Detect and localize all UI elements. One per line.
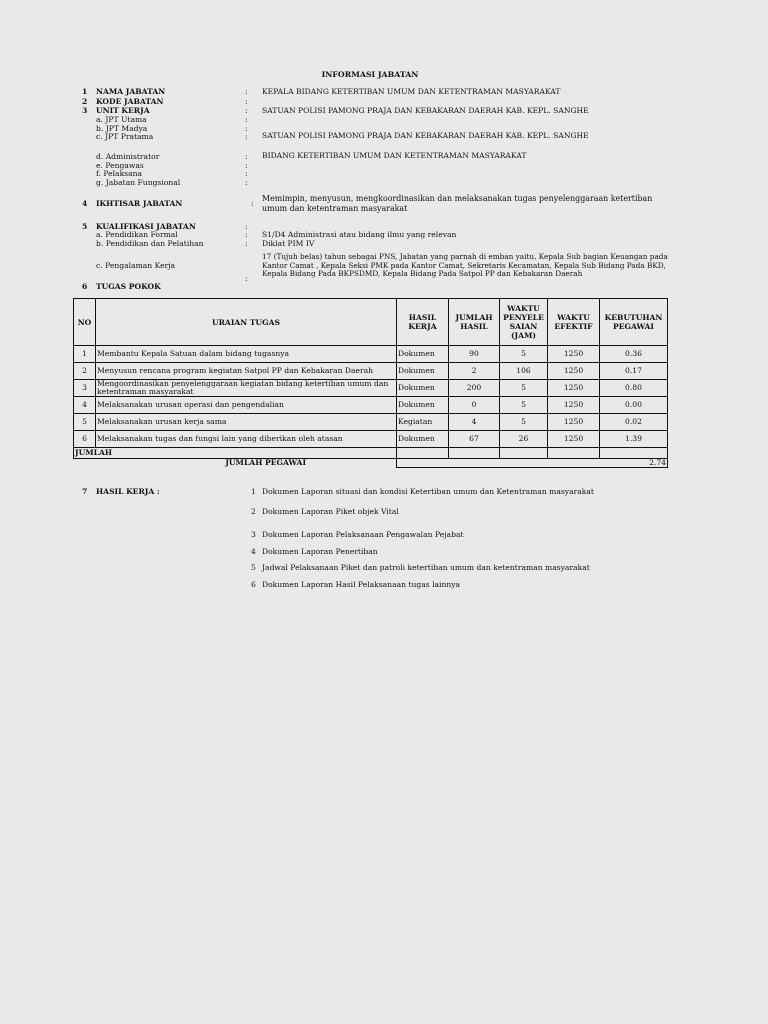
cell-uraian: Melaksanakan tugas dan fungsi lain yang diberikan oleh atasan xyxy=(96,431,397,448)
field-label: e. Pengawas xyxy=(96,161,144,170)
table-row xyxy=(74,414,668,431)
hasil-item-text: Dokumen Laporan Pelaksanaan Pengawalan Pejabat xyxy=(262,530,464,539)
field-label: UNIT KERJA xyxy=(96,106,150,115)
cell-no: 5 xyxy=(74,414,96,431)
cell-uraian: Mengoordinasikan penyelenggaraan kegiatan bidang ketertiban umum dan ketentraman masyarakat xyxy=(96,380,397,397)
cell-no: 4 xyxy=(74,397,96,414)
table-header: WAKTU EFEKTIF xyxy=(548,299,600,346)
cell-jumlah: 4 xyxy=(449,414,500,431)
hasil-item-text: Dokumen Laporan Penertiban xyxy=(262,547,378,556)
cell-hasil: Dokumen xyxy=(397,346,449,363)
table-header: KEBUTUHAN PEGAWAI xyxy=(600,299,668,346)
pengalaman-label: c. Pengalaman Kerja xyxy=(96,261,176,270)
cell-jumlah: 0 xyxy=(449,397,500,414)
table-row xyxy=(74,380,668,397)
jumlah-pegawai-label: JUMLAH PEGAWAI xyxy=(225,458,306,468)
field-value: SATUAN POLISI PAMONG PRAJA DAN KEBAKARAN DAERAH KAB. KEPL. SANGHE xyxy=(262,131,589,140)
cell-uraian: Menyusun rencana program kegiatan Satpol PP dan Kebakaran Daerah xyxy=(96,363,397,380)
field-label: c. JPT Pratama xyxy=(96,132,154,141)
field-num: 1 xyxy=(82,87,88,96)
cell-uraian: Membantu Kepala Satuan dalam bidang tugasnya xyxy=(96,346,397,363)
hasil-item-num: 2 xyxy=(251,507,256,516)
cell-waktu-penyelesaian: 106 xyxy=(500,363,548,380)
jumlah-row xyxy=(74,448,668,459)
ikhtisar-num: 4 xyxy=(82,199,88,208)
pelatihan-colon: : xyxy=(245,239,248,248)
field-label: KODE JABATAN xyxy=(96,97,164,106)
cell-kebutuhan: 0.02 xyxy=(600,414,668,431)
cell-waktu-efektif: 1250 xyxy=(548,363,600,380)
kualifikasi-num: 5 xyxy=(82,222,88,231)
cell-no: 2 xyxy=(74,363,96,380)
cell-hasil: Kegiatan xyxy=(397,414,449,431)
jumlah-cell xyxy=(397,448,449,459)
table-row xyxy=(74,397,668,414)
cell-jumlah: 67 xyxy=(449,431,500,448)
field-label: d. Administrator xyxy=(96,152,160,161)
jumlah-cell xyxy=(500,448,548,459)
cell-kebutuhan: 0.80 xyxy=(600,380,668,397)
cell-waktu-penyelesaian: 5 xyxy=(500,346,548,363)
table-header: HASIL KERJA xyxy=(397,299,449,346)
cell-waktu-efektif: 1250 xyxy=(548,431,600,448)
field-colon: : xyxy=(245,87,248,96)
table-header: WAKTU PENYELE SAIAN (JAM) xyxy=(500,299,548,346)
jumlah-cell xyxy=(548,448,600,459)
field-colon: : xyxy=(245,152,248,161)
table-header: NO xyxy=(74,299,96,346)
pengalaman-value: 17 (Tujuh belas) tahun sebagai PNS, Jabatan yang parnah di emban yaitu, Kepala Sub bagian Keuangan pada Kantor Camat , Kepala Seksi PMK pada Kantor Camat, Sekretaris Kecamatan, Kepala Sub Bidang Pada BKD, Kepala Bidang Pada BKPSDMD, Kepala Bidang Pada Satpol PP dan Kebakaran Daerah xyxy=(262,252,668,278)
table-header: URAIAN TUGAS xyxy=(96,299,397,346)
kualifikasi-label: KUALIFIKASI JABATAN xyxy=(96,222,196,231)
cell-kebutuhan: 0.00 xyxy=(600,397,668,414)
cell-waktu-penyelesaian: 5 xyxy=(500,397,548,414)
cell-kebutuhan: 1.39 xyxy=(600,431,668,448)
cell-waktu-penyelesaian: 26 xyxy=(500,431,548,448)
hasil-item-num: 3 xyxy=(251,530,256,539)
ikhtisar-label: IKHTISAR JABATAN xyxy=(96,199,183,208)
cell-no: 1 xyxy=(74,346,96,363)
field-colon: : xyxy=(245,124,248,133)
pendidikan-formal-label: a. Pendidikan Formal xyxy=(96,230,178,239)
cell-waktu-efektif: 1250 xyxy=(548,380,600,397)
jumlah-pegawai-row xyxy=(74,459,668,468)
hasil-item-num: 6 xyxy=(251,580,256,589)
field-value: BIDANG KETERTIBAN UMUM DAN KETENTRAMAN MASYARAKAT xyxy=(262,151,527,160)
cell-waktu-efektif: 1250 xyxy=(548,346,600,363)
cell-hasil: Dokumen xyxy=(397,431,449,448)
ikhtisar-colon: : xyxy=(251,199,254,208)
table-row xyxy=(74,363,668,380)
tugas-pokok-num: 6 xyxy=(82,282,88,291)
cell-uraian: Melaksanakan urusan kerja sama xyxy=(96,414,397,431)
table-row xyxy=(74,346,668,363)
jumlah-label: JUMLAH xyxy=(74,448,397,459)
table-row xyxy=(74,431,668,448)
field-colon: : xyxy=(245,115,248,124)
cell-waktu-penyelesaian: 5 xyxy=(500,380,548,397)
field-value: KEPALA BIDANG KETERTIBAN UMUM DAN KETENTRAMAN MASYARAKAT xyxy=(262,87,561,96)
pengalaman-colon: : xyxy=(245,274,248,283)
field-num: 2 xyxy=(82,97,88,106)
hasil-kerja-num: 7 xyxy=(82,487,88,496)
hasil-item-num: 5 xyxy=(251,563,256,572)
hasil-item-num: 1 xyxy=(251,487,256,496)
cell-uraian: Melaksanakan urusan operasi dan pengendalian xyxy=(96,397,397,414)
hasil-item-text: Dokumen Laporan Hasil Pelaksanaan tugas lainnya xyxy=(262,580,461,589)
pendidikan-formal-colon: : xyxy=(245,230,248,239)
pelatihan-label: b. Pendidikan dan Pelatihan xyxy=(96,239,204,248)
cell-hasil: Dokumen xyxy=(397,397,449,414)
cell-waktu-penyelesaian: 5 xyxy=(500,414,548,431)
field-label: g. Jabatan Fungsional xyxy=(96,178,181,187)
field-label: a. JPT Utama xyxy=(96,115,147,124)
hasil-item-text: Dokumen Laporan situasi dan kondisi Ketertiban umum dan Ketentraman masyarakat xyxy=(262,487,594,496)
cell-hasil: Dokumen xyxy=(397,380,449,397)
field-colon: : xyxy=(245,106,248,115)
jumlah-cell xyxy=(600,448,668,459)
tugas-table xyxy=(73,298,668,468)
tugas-pokok-label: TUGAS POKOK xyxy=(96,282,161,291)
document-title: INFORMASI JABATAN xyxy=(321,70,419,79)
field-num: 3 xyxy=(82,106,88,115)
field-colon: : xyxy=(245,132,248,141)
cell-waktu-efektif: 1250 xyxy=(548,414,600,431)
cell-kebutuhan: 0.36 xyxy=(600,346,668,363)
cell-no: 3 xyxy=(74,380,96,397)
cell-no: 6 xyxy=(74,431,96,448)
cell-jumlah: 2 xyxy=(449,363,500,380)
field-colon: : xyxy=(245,169,248,178)
field-label: b. JPT Madya xyxy=(96,124,148,133)
pelatihan-value: Diklat PIM IV xyxy=(262,239,315,248)
jumlah-pegawai-value: 2.74 xyxy=(397,459,668,468)
pendidikan-formal-value: S1/D4 Administrasi atau bidang ilmu yang relevan xyxy=(262,230,457,239)
field-colon: : xyxy=(245,161,248,170)
cell-jumlah: 90 xyxy=(449,346,500,363)
kualifikasi-colon: : xyxy=(245,222,248,231)
cell-jumlah: 200 xyxy=(449,380,500,397)
field-colon: : xyxy=(245,97,248,106)
table-header: JUMLAH HASIL xyxy=(449,299,500,346)
field-value: SATUAN POLISI PAMONG PRAJA DAN KEBAKARAN DAERAH KAB. KEPL. SANGHE xyxy=(262,106,589,115)
ikhtisar-value: Memimpin, menyusun, mengkoordinasikan dan melaksanakan tugas penyelenggaraan ketertiban umum dan ketentraman masyarakat xyxy=(262,194,653,213)
field-label: NAMA JABATAN xyxy=(96,87,166,96)
cell-hasil: Dokumen xyxy=(397,363,449,380)
hasil-kerja-label: HASIL KERJA : xyxy=(96,487,160,496)
hasil-item-text: Dokumen Laporan Piket objek Vital xyxy=(262,507,399,516)
table-header-row xyxy=(74,299,668,346)
field-colon: : xyxy=(245,178,248,187)
field-label: f. Pelaksana xyxy=(96,169,143,178)
cell-waktu-efektif: 1250 xyxy=(548,397,600,414)
hasil-item-text: Jadwal Pelaksanaan Piket dan patroli ketertiban umum dan ketentraman masyarakat xyxy=(262,563,590,572)
jumlah-cell xyxy=(449,448,500,459)
cell-kebutuhan: 0.17 xyxy=(600,363,668,380)
hasil-item-num: 4 xyxy=(251,547,256,556)
